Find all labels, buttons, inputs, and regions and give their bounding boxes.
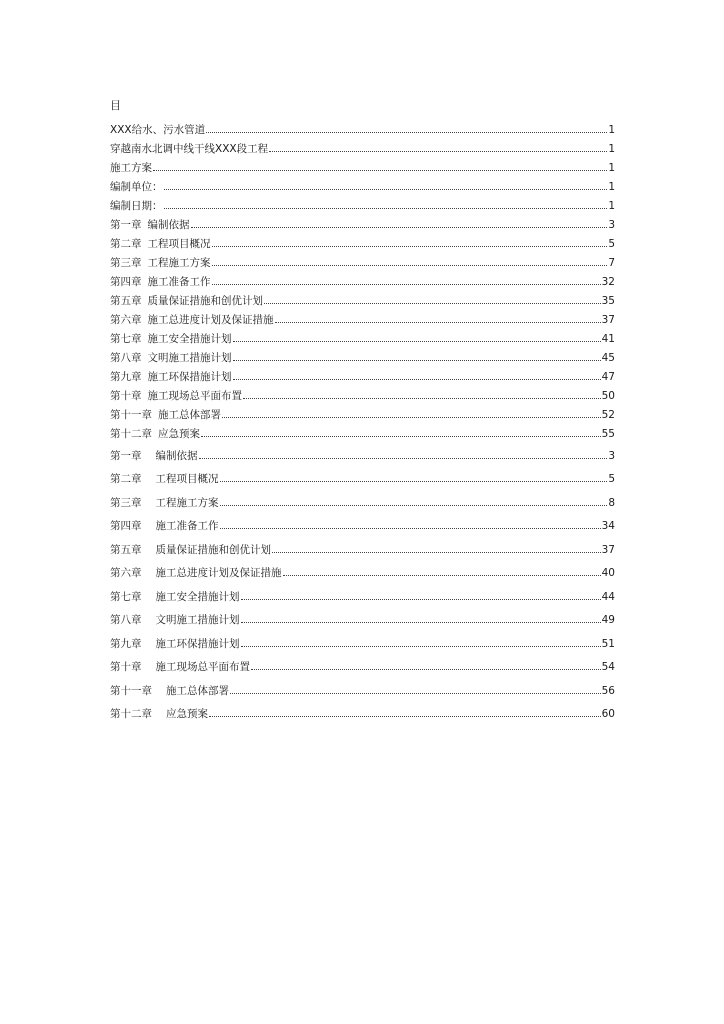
toc-entry[interactable] [110, 603, 615, 627]
toc-chapter-title: 编制依据 [155, 449, 198, 462]
toc-entry[interactable] [110, 532, 615, 556]
toc-page-number: 41 [601, 333, 615, 345]
toc-chapter-title: 施工总进度计划及保证措施 [155, 567, 282, 579]
toc-page-number: 60 [601, 708, 615, 720]
toc-entry-label [110, 333, 232, 345]
toc-dot-leader [212, 246, 608, 247]
toc-chapter-number: 第六章 [110, 314, 142, 326]
toc-dot-leader [283, 575, 601, 576]
toc-dot-leader [269, 151, 607, 152]
toc-page-number: 52 [601, 409, 615, 421]
toc-dot-leader [251, 669, 601, 670]
toc-entry[interactable] [110, 673, 615, 697]
toc-page-number: 1 [608, 143, 615, 155]
toc-entry-label [110, 257, 211, 269]
toc-chapter-title: 质量保证措施和创优计划 [155, 543, 271, 556]
toc-chapter-number: 第一章 [110, 449, 142, 462]
toc-entry-label [110, 219, 190, 231]
toc-chapter-title: 文明施工措施计划 [155, 614, 240, 626]
toc-chapter-title: 工程项目概况 [155, 473, 219, 485]
toc-heading: 目 [110, 99, 121, 112]
toc-page-number: 47 [601, 371, 615, 383]
toc-page-number: 8 [608, 496, 615, 509]
toc-page-number: 40 [601, 567, 615, 579]
toc-chapter-number: 第一章 [110, 219, 142, 231]
toc-page-number: 51 [601, 637, 615, 650]
toc-dot-leader [241, 646, 601, 647]
toc-page-number: 49 [601, 614, 615, 626]
toc-entry-label: 穿越南水北调中线干线XXX段工程 [110, 143, 269, 155]
toc-page-number: 56 [601, 684, 615, 697]
toc-chapter-number: 第十一章 [110, 684, 152, 697]
toc-dot-leader [272, 552, 601, 553]
toc-entry-label [110, 544, 271, 556]
toc-chapter-title: 施工环保措施计划 [155, 637, 240, 650]
toc-entry-label: XXX给水、污水管道 [110, 124, 206, 136]
toc-chapter-number: 第四章 [110, 520, 142, 532]
toc-chapter-title: 施工现场总平面布置 [147, 390, 242, 402]
toc-page-number: 34 [601, 520, 615, 532]
toc-dot-leader [206, 132, 607, 133]
toc-entry[interactable] [110, 155, 615, 174]
toc-dot-leader [220, 505, 608, 506]
toc-primary [110, 117, 615, 440]
toc-entry-label [110, 497, 219, 509]
toc-chapter-title: 施工总进度计划及保证措施 [147, 314, 274, 326]
toc-entry-label: 编制单位： [110, 181, 163, 193]
toc-dot-leader [222, 417, 601, 418]
toc-chapter-title: 施工安全措施计划 [155, 590, 240, 603]
toc-entry-label [110, 295, 263, 307]
toc-dot-leader [164, 189, 608, 190]
toc-entry-label [110, 520, 219, 532]
toc-entry[interactable] [110, 626, 615, 650]
toc-chapter-title: 施工总体部署 [166, 684, 229, 697]
toc-chapter-title: 工程项目概况 [147, 238, 211, 250]
toc-entry[interactable] [110, 136, 615, 155]
toc-entry-label [110, 352, 232, 364]
toc-page-number: 55 [601, 428, 615, 440]
toc-entry-label [110, 390, 242, 402]
toc-dot-leader [212, 284, 601, 285]
toc-entry-label [110, 276, 211, 288]
toc-entry[interactable] [110, 579, 615, 603]
toc-chapter-number: 第六章 [110, 567, 142, 579]
toc-entry[interactable] [110, 326, 615, 345]
toc-dot-leader [241, 599, 601, 600]
toc-dot-leader [199, 458, 608, 459]
toc-page-number: 37 [601, 543, 615, 556]
toc-page-number: 35 [601, 295, 615, 307]
toc-entry-label [110, 371, 232, 383]
toc-chapter-title: 文明施工措施计划 [147, 352, 232, 364]
toc-dot-leader [220, 528, 601, 529]
toc-entry-label [110, 661, 250, 673]
toc-chapter-number: 第二章 [110, 238, 142, 250]
toc-entry-label [110, 314, 274, 326]
toc-dot-leader [243, 398, 601, 399]
toc-page-number: 1 [608, 181, 615, 193]
toc-chapter-title: 施工准备工作 [147, 276, 211, 288]
toc-dot-leader [164, 208, 608, 209]
toc-chapter-title: 质量保证措施和创优计划 [147, 295, 263, 307]
toc-chapter-number: 第三章 [110, 496, 142, 509]
toc-chapter-title: 施工总体部署 [158, 409, 221, 421]
toc-entry-label [110, 614, 240, 626]
toc-entry[interactable] [110, 250, 615, 269]
toc-chapter-number: 第五章 [110, 543, 142, 556]
toc-dot-leader [275, 322, 601, 323]
toc-entry[interactable] [110, 556, 615, 580]
toc-entry[interactable] [110, 288, 615, 307]
toc-page-number: 1 [608, 200, 615, 212]
toc-entry-label [110, 567, 282, 579]
toc-entry[interactable] [110, 231, 615, 250]
toc-chapter-number: 第七章 [110, 590, 142, 603]
toc-dot-leader [264, 303, 601, 304]
toc-entry[interactable] [110, 117, 615, 136]
toc-dot-leader [209, 716, 601, 717]
toc-chapter-number: 第二章 [110, 473, 142, 485]
toc-page-number: 5 [608, 473, 615, 485]
toc-dot-leader [241, 622, 601, 623]
toc-entry[interactable] [110, 402, 615, 421]
toc-dot-leader [153, 170, 607, 171]
toc-chapter-number: 第八章 [110, 352, 142, 364]
toc-secondary [110, 438, 615, 720]
toc-entry-label [110, 238, 211, 250]
toc-chapter-number: 第十二章 [110, 708, 152, 720]
toc-chapter-title: 应急预案 [158, 428, 200, 440]
toc-entry-label: 施工方案 [110, 162, 152, 174]
toc-entry-label [110, 409, 221, 421]
toc-page-number: 54 [601, 661, 615, 673]
toc-page-number: 5 [608, 238, 615, 250]
toc-page-number: 45 [601, 352, 615, 364]
toc-entry-label [110, 685, 229, 697]
toc-chapter-number: 第十章 [110, 390, 142, 402]
toc-page-number: 3 [608, 219, 615, 231]
toc-entry[interactable] [110, 269, 615, 288]
toc-chapter-title: 施工环保措施计划 [147, 371, 232, 383]
toc-entry[interactable] [110, 193, 615, 212]
toc-chapter-number: 第五章 [110, 295, 142, 307]
toc-entry[interactable] [110, 364, 615, 383]
toc-chapter-title: 施工现场总平面布置 [155, 661, 250, 673]
toc-entry[interactable] [110, 345, 615, 364]
toc-chapter-number: 第四章 [110, 276, 142, 288]
toc-dot-leader [230, 693, 601, 694]
toc-entry[interactable] [110, 212, 615, 231]
toc-chapter-number: 第九章 [110, 637, 142, 650]
toc-entry-label [110, 708, 208, 720]
toc-entry[interactable] [110, 438, 615, 462]
toc-entry-label [110, 591, 240, 603]
toc-entry[interactable] [110, 485, 615, 509]
toc-chapter-number: 第九章 [110, 371, 142, 383]
toc-entry[interactable] [110, 174, 615, 193]
toc-chapter-title: 应急预案 [166, 708, 208, 720]
toc-chapter-title: 编制依据 [147, 219, 190, 231]
toc-chapter-title: 工程施工方案 [155, 496, 219, 509]
toc-entry[interactable] [110, 307, 615, 326]
toc-page-number: 7 [608, 257, 615, 269]
toc-page-number: 44 [601, 590, 615, 603]
toc-entry-label [110, 450, 198, 462]
toc-entry[interactable] [110, 697, 615, 721]
toc-page-number: 1 [608, 162, 615, 174]
toc-dot-leader [233, 379, 601, 380]
toc-chapter-title: 施工准备工作 [155, 520, 219, 532]
toc-dot-leader [233, 360, 601, 361]
toc-chapter-title: 施工安全措施计划 [147, 333, 232, 345]
toc-dot-leader [233, 341, 601, 342]
toc-chapter-number: 第七章 [110, 333, 142, 345]
toc-page-number: 1 [608, 124, 615, 136]
toc-chapter-number: 第十二章 [110, 428, 152, 440]
toc-chapter-number: 第十章 [110, 661, 142, 673]
toc-dot-leader [191, 227, 608, 228]
toc-chapter-number: 第三章 [110, 257, 142, 269]
toc-dot-leader [201, 436, 601, 437]
toc-entry[interactable] [110, 650, 615, 674]
toc-page-number: 50 [601, 390, 615, 402]
toc-entry[interactable] [110, 383, 615, 402]
toc-page-number: 3 [608, 449, 615, 462]
toc-entry[interactable] [110, 509, 615, 533]
toc-page-number: 37 [601, 314, 615, 326]
toc-dot-leader [220, 481, 608, 482]
toc-entry-label: 编制日期： [110, 200, 163, 212]
toc-entry-label [110, 473, 219, 485]
toc-chapter-number: 第八章 [110, 614, 142, 626]
toc-chapter-number: 第十一章 [110, 409, 152, 421]
toc-page-number: 32 [601, 276, 615, 288]
toc-dot-leader [212, 265, 608, 266]
toc-entry[interactable] [110, 462, 615, 486]
toc-entry-label [110, 638, 240, 650]
toc-chapter-title: 工程施工方案 [147, 257, 211, 269]
